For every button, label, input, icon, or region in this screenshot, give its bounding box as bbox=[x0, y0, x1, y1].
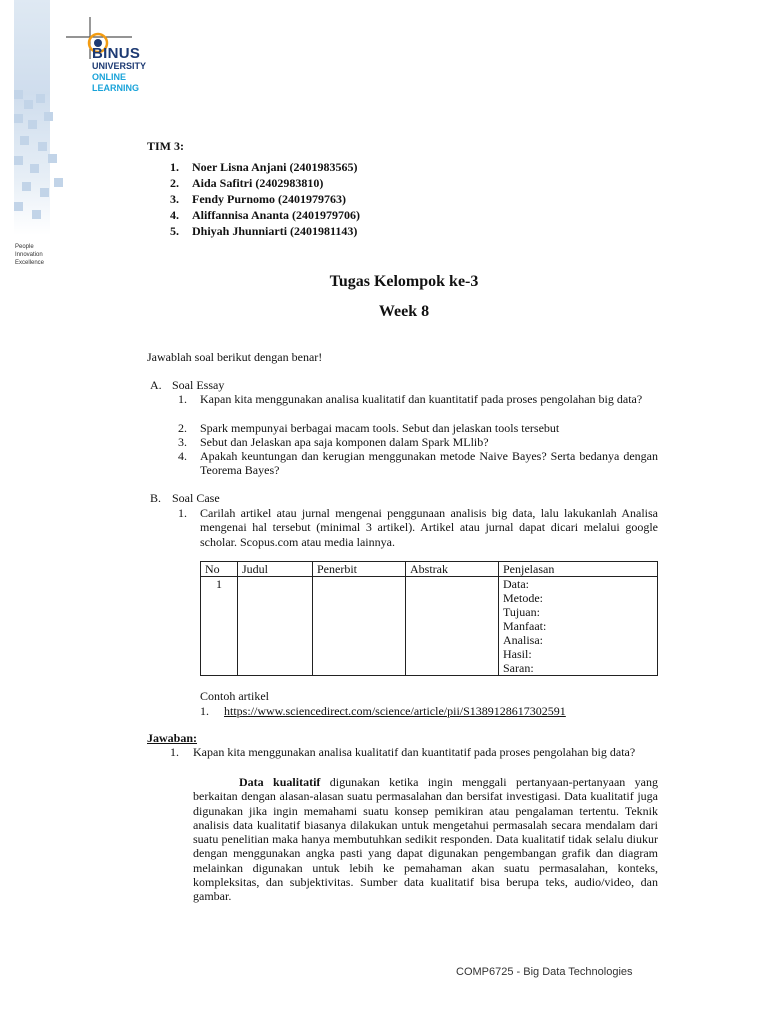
logo-brand: BINUS bbox=[92, 45, 141, 62]
header-penjelasan: Penjelasan bbox=[499, 562, 658, 577]
question-text: Kapan kita menggunakan analisa kualitatif dan kuantitatif pada proses pengolahan big data? bbox=[200, 392, 643, 406]
cell-abstrak bbox=[406, 577, 499, 676]
member-number: 4. bbox=[170, 208, 179, 222]
example-number: 1. bbox=[200, 704, 209, 718]
cell-judul bbox=[238, 577, 313, 676]
header-abstrak: Abstrak bbox=[406, 562, 499, 577]
header-judul: Judul bbox=[238, 562, 313, 577]
tagline-excellence: Excellence bbox=[15, 260, 45, 266]
logo-wordmark bbox=[92, 46, 146, 94]
member-name: Noer Lisna Anjani (2401983565) bbox=[192, 160, 358, 174]
cell-no: 1 bbox=[201, 577, 238, 676]
question-text: Spark mempunyai berbagai macam tools. Sebut dan jelaskan tools tersebut bbox=[200, 421, 560, 435]
answer-number: 1. bbox=[170, 745, 179, 759]
case-question-text: Carilah artikel atau jurnal mengenai penggunaan analisis big data, lalu lakukanlah Analisa mengenai hal tersebut (minimal 3 artikel). Artikel atau jurnal dapat dicari melalui google scholar. Scopus.com atau media lainnya. bbox=[200, 506, 658, 549]
question-text: Apakah keuntungan dan kerugian menggunakan metode Naive Bayes? Serta bedanya dengan Teorema Bayes? bbox=[200, 449, 658, 478]
question-number: 1. bbox=[178, 392, 187, 406]
section-b-letter: B. bbox=[150, 491, 162, 505]
member-name: Dhiyah Jhunniarti (2401981143) bbox=[192, 224, 358, 238]
example-link[interactable]: https://www.sciencedirect.com/science/article/pii/S1389128617302591 bbox=[224, 704, 566, 718]
member-number: 5. bbox=[170, 224, 179, 238]
member-name: Fendy Purnomo (2401979763) bbox=[192, 192, 346, 206]
member-number: 3. bbox=[170, 192, 179, 206]
tagline-people: People bbox=[15, 244, 34, 250]
member-number: 1. bbox=[170, 160, 179, 174]
logo-line-online: ONLINE bbox=[92, 72, 127, 82]
question-number: 1. bbox=[178, 506, 187, 520]
section-a-letter: A. bbox=[150, 378, 162, 392]
cell-penjelasan bbox=[499, 577, 658, 676]
instruction-text: Jawablah soal berikut dengan benar! bbox=[147, 350, 323, 364]
page-footer: COMP6725 - Big Data Technologies bbox=[456, 966, 633, 978]
logo-tagline bbox=[15, 243, 44, 267]
cell-penerbit bbox=[313, 577, 406, 676]
document-subtitle: Week 8 bbox=[378, 303, 430, 320]
section-a-label: Soal Essay bbox=[172, 378, 225, 392]
logo-line-learning: LEARNING bbox=[92, 83, 139, 93]
member-name: Aida Safitri (2402983810) bbox=[192, 176, 324, 190]
question-number: 3. bbox=[178, 435, 187, 449]
answer-question: Kapan kita menggunakan analisa kualitatif dan kuantitatif pada proses pengolahan big data? bbox=[193, 745, 636, 759]
logo-line-university: UNIVERSITY bbox=[92, 61, 147, 71]
penjelasan-hasil: Hasil: bbox=[503, 647, 532, 661]
answer-paragraph bbox=[193, 775, 658, 904]
penjelasan-metode: Metode: bbox=[503, 591, 543, 605]
answer-bold-lead: Data kualitatif bbox=[239, 775, 321, 789]
analysis-table bbox=[200, 561, 658, 676]
decorative-pixels bbox=[14, 90, 74, 240]
document-title: Tugas Kelompok ke-3 bbox=[329, 273, 479, 290]
penjelasan-analisa: Analisa: bbox=[503, 633, 543, 647]
penjelasan-manfaat: Manfaat: bbox=[503, 619, 547, 633]
answer-heading: Jawaban: bbox=[147, 731, 198, 745]
penjelasan-data: Data: bbox=[503, 577, 529, 591]
table-header-row bbox=[201, 562, 658, 577]
section-b-label: Soal Case bbox=[172, 491, 220, 505]
member-number: 2. bbox=[170, 176, 179, 190]
penjelasan-tujuan: Tujuan: bbox=[503, 605, 540, 619]
penjelasan-saran: Saran: bbox=[503, 661, 534, 675]
example-label: Contoh artikel bbox=[200, 689, 269, 703]
team-heading: TIM 3: bbox=[147, 139, 184, 153]
answer-body: digunakan ketika ingin menggali pertanyaan-pertanyaan yang berkaitan dengan alasan-alasan suatu permasalahan dan bersifat investigasi. Data kualitatif juga digunakan jika ingin memahami suatu konsep pemikiran atau pengalaman tertentu. Teknik analisis data kualitatif biasanya dilakukan untuk mengetahui permasalah secara mendalam dari suatu penelitian maka hanya membutuhkan sedikit responden. Data kualitatif tidak selalu diukur dengan menggunakan angka pasti yang dapat digunakan pengembangan grafik dan diagram melainkan digunakan untuk lebih ke pemahaman akan suatu permasalahan, konteks, kompleksitas, dan subjektivitas. Sumber data kualitatif bisa berupa teks, audio/video, dan gambar. bbox=[193, 775, 658, 904]
tagline-innovation: Innovation bbox=[15, 252, 43, 258]
question-number: 2. bbox=[178, 421, 187, 435]
header-no: No bbox=[201, 562, 238, 577]
member-name: Aliffannisa Ananta (2401979706) bbox=[192, 208, 361, 222]
question-text: Sebut dan Jelaskan apa saja komponen dalam Spark MLlib? bbox=[200, 435, 489, 449]
table-row bbox=[201, 577, 658, 676]
header-penerbit: Penerbit bbox=[313, 562, 406, 577]
question-number: 4. bbox=[178, 449, 187, 463]
